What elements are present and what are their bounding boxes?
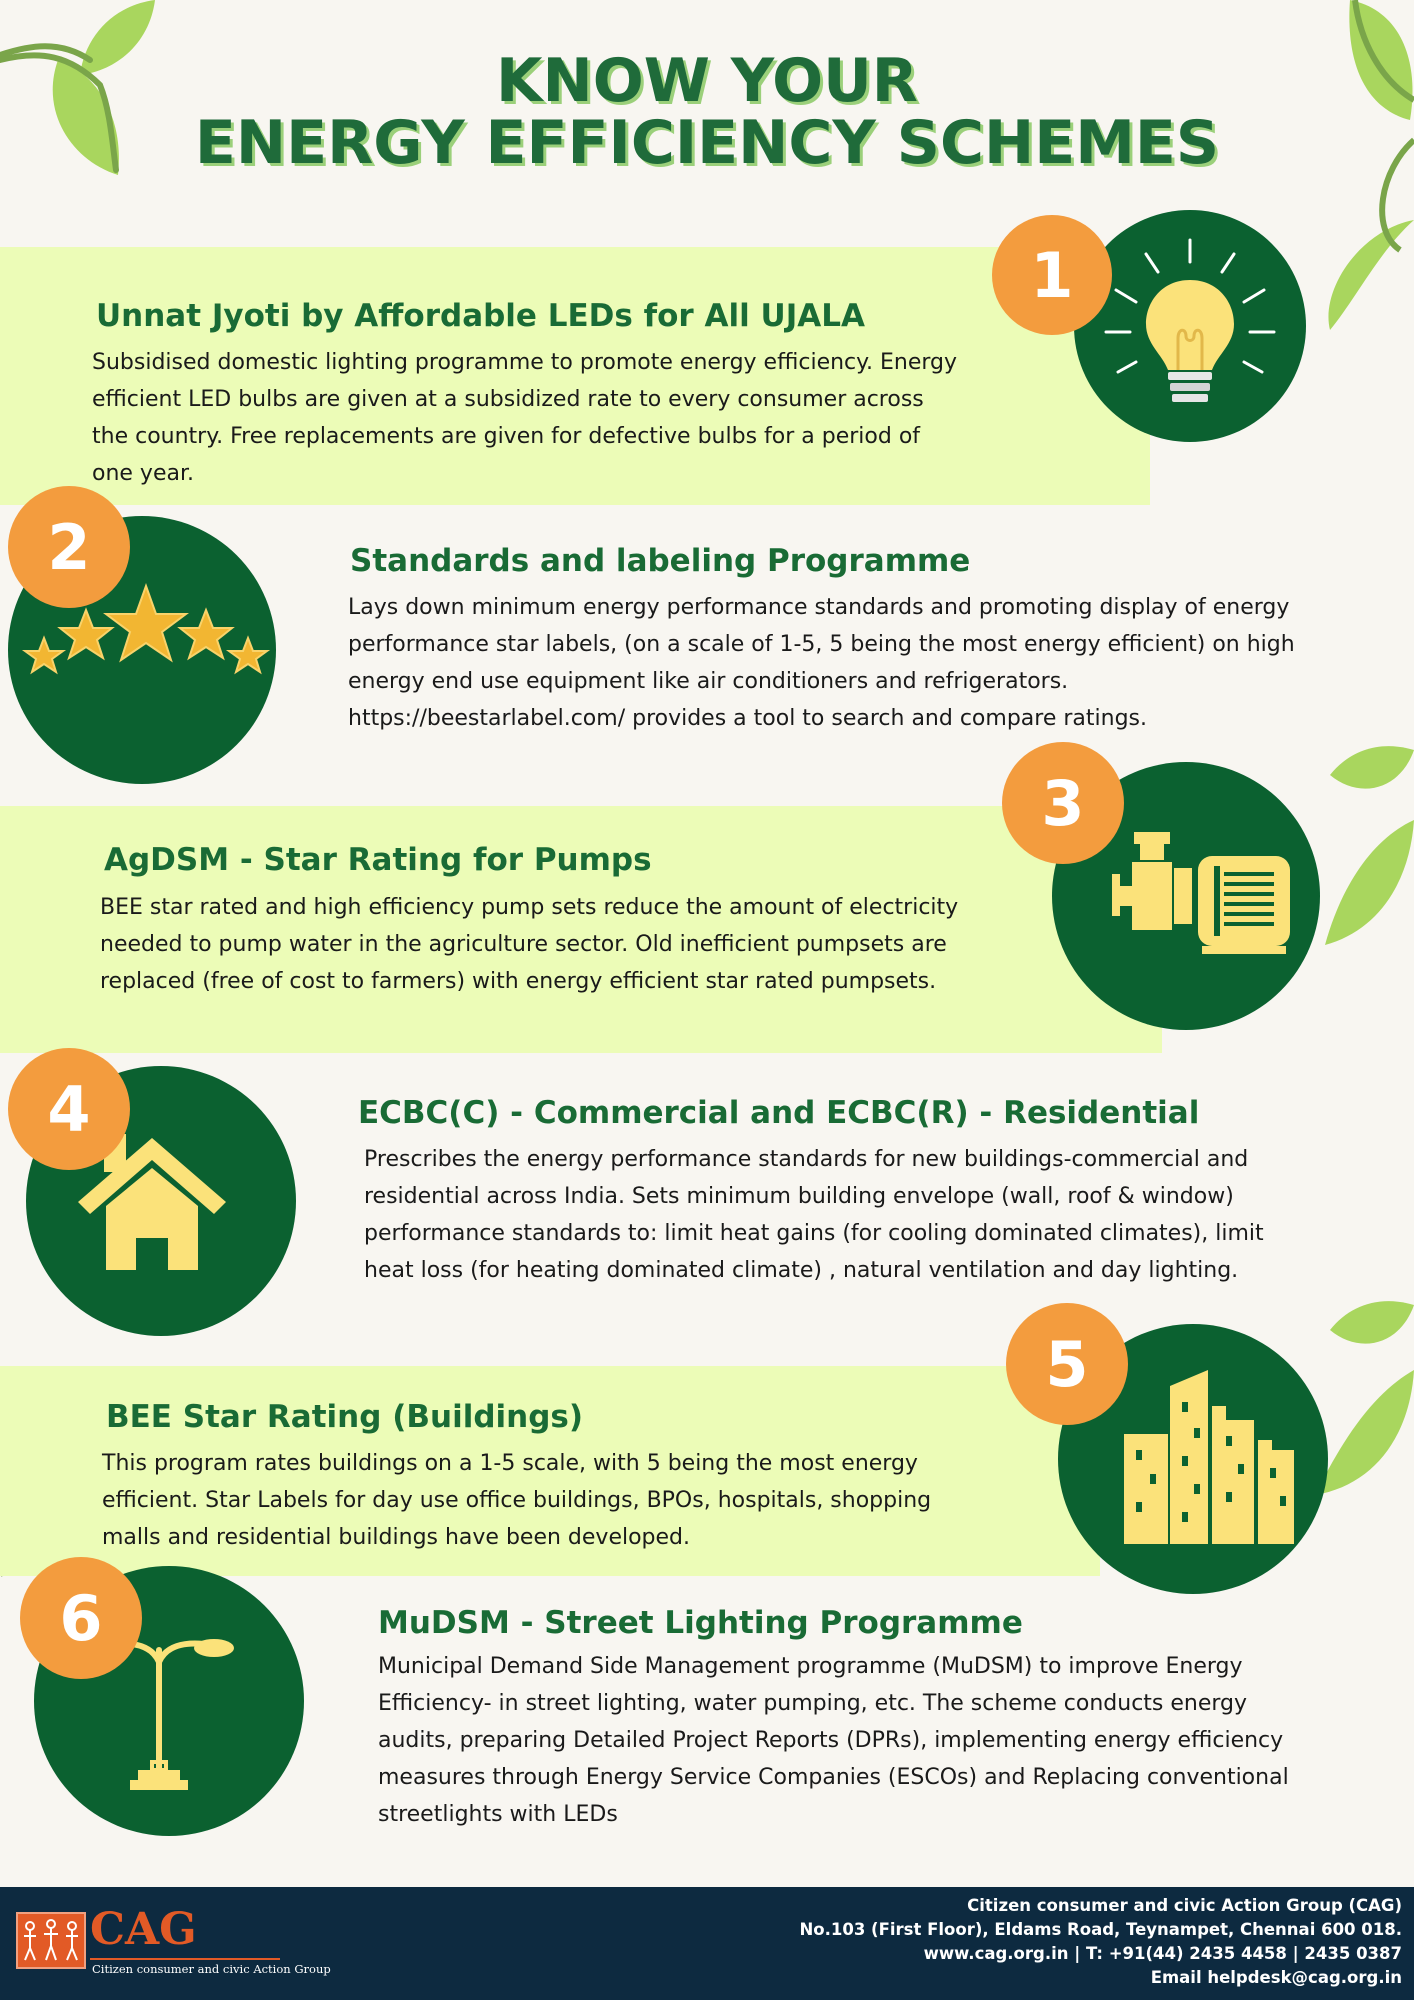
scheme-5-line-2: efficient. Star Labels for day use office buildings, BPOs, hospitals, shopping (102, 1488, 932, 1513)
scheme-1-icon-circle (1074, 210, 1306, 442)
scheme-6-line-1: Municipal Demand Side Management programme (MuDSM) to improve Energy (378, 1654, 1243, 1679)
scheme-6-number-badge: 6 (20, 1557, 142, 1679)
scheme-3-number-badge: 3 (1002, 742, 1124, 864)
scheme-4-line-2: residential across India. Sets minimum building envelope (wall, roof & window) (364, 1184, 1234, 1209)
scheme-4-description (364, 1141, 1404, 1289)
scheme-3-line-3: replaced (free of cost to farmers) with energy efficient star rated pumpsets. (100, 969, 937, 994)
scheme-1-line-4: one year. (92, 461, 194, 486)
scheme-2-number-badge: 2 (8, 486, 130, 608)
leaf-decoration-right-3 (1300, 730, 1414, 960)
scheme-2-line-1: Lays down minimum energy performance standards and promoting display of energy (348, 595, 1290, 620)
scheme-6-line-3: audits, preparing Detailed Project Reports (DPRs), implementing energy efficiency (378, 1728, 1284, 1753)
scheme-5-description (102, 1445, 1062, 1556)
footer-phone-web: www.cag.org.in | T: +91(44) 2435 4458 | 2435 0387 (923, 1944, 1402, 1963)
scheme-2-description (348, 589, 1408, 737)
scheme-3-heading: AgDSM - Star Rating for Pumps (104, 842, 652, 878)
scheme-5-heading: BEE Star Rating (Buildings) (106, 1399, 584, 1435)
scheme-6-description (378, 1648, 1408, 1833)
page-title (0, 46, 1414, 178)
people-figures-icon (18, 1914, 84, 1967)
title-line-1: KNOW YOUR (495, 46, 919, 116)
scheme-1-line-2: efficient LED bulbs are given at a subsidized rate to every consumer across (92, 387, 924, 412)
scheme-6-line-5: streetlights with LEDs (378, 1802, 618, 1827)
footer-email: Email helpdesk@cag.org.in (1150, 1968, 1402, 1987)
title-line-2: ENERGY EFFICIENCY SCHEMES (194, 108, 1220, 178)
scheme-2-line-4: https://beestarlabel.com/ provides a tool to search and compare ratings. (348, 706, 1147, 731)
footer-address: No.103 (First Floor), Eldams Road, Teynampet, Chennai 600 018. (799, 1920, 1402, 1939)
logo-divider (90, 1958, 280, 1960)
scheme-2-line-3: energy end use equipment like air conditioners and refrigerators. (348, 669, 1069, 694)
scheme-3-description (100, 889, 1050, 1000)
scheme-2-line-2: performance star labels, (on a scale of 1-5, 5 being the most energy efficient) on high (348, 632, 1295, 657)
scheme-1-description (92, 344, 1092, 492)
footer-contact-block (799, 1894, 1402, 1990)
scheme-1-number-badge: 1 (992, 215, 1112, 335)
scheme-3-line-2: needed to pump water in the agriculture sector. Old inefficient pumpsets are (100, 932, 947, 957)
scheme-4-number-badge: 4 (8, 1048, 130, 1170)
scheme-2-heading: Standards and labeling Programme (350, 543, 971, 579)
cag-logo-icon (16, 1912, 86, 1969)
scheme-6-line-2: Efficiency- in street lighting, water pumping, etc. The scheme conducts energy (378, 1691, 1248, 1716)
scheme-6-heading: MuDSM - Street Lighting Programme (378, 1605, 1023, 1641)
cag-logo-subtitle: Citizen consumer and civic Action Group (92, 1962, 331, 1976)
light-bulb-icon (1074, 210, 1306, 442)
scheme-5-line-1: This program rates buildings on a 1-5 scale, with 5 being the most energy (102, 1451, 918, 1476)
cag-logo-text: CAG (90, 1904, 197, 1955)
scheme-4-line-1: Prescribes the energy performance standards for new buildings-commercial and (364, 1147, 1249, 1172)
scheme-1-line-3: the country. Free replacements are given for defective bulbs for a period of (92, 424, 921, 449)
scheme-1-heading: Unnat Jyoti by Affordable LEDs for All UJALA (96, 298, 865, 334)
scheme-5-line-3: malls and residential buildings have been developed. (102, 1525, 691, 1550)
footer-org-name: Citizen consumer and civic Action Group (CAG) (967, 1896, 1402, 1915)
scheme-6-line-4: measures through Energy Service Companies (ESCOs) and Replacing conventional (378, 1765, 1289, 1790)
scheme-3-line-1: BEE star rated and high efficiency pump sets reduce the amount of electricity (100, 895, 959, 920)
scheme-1-line-1: Subsidised domestic lighting programme to promote energy efficiency. Energy (92, 350, 958, 375)
scheme-5-number-badge: 5 (1006, 1303, 1128, 1425)
scheme-4-line-3: performance standards to: limit heat gains (for cooling dominated climates), limit (364, 1221, 1264, 1246)
scheme-4-heading: ECBC(C) - Commercial and ECBC(R) - Residential (358, 1095, 1200, 1131)
scheme-4-line-4: heat loss (for heating dominated climate) , natural ventilation and day lighting. (364, 1258, 1239, 1283)
